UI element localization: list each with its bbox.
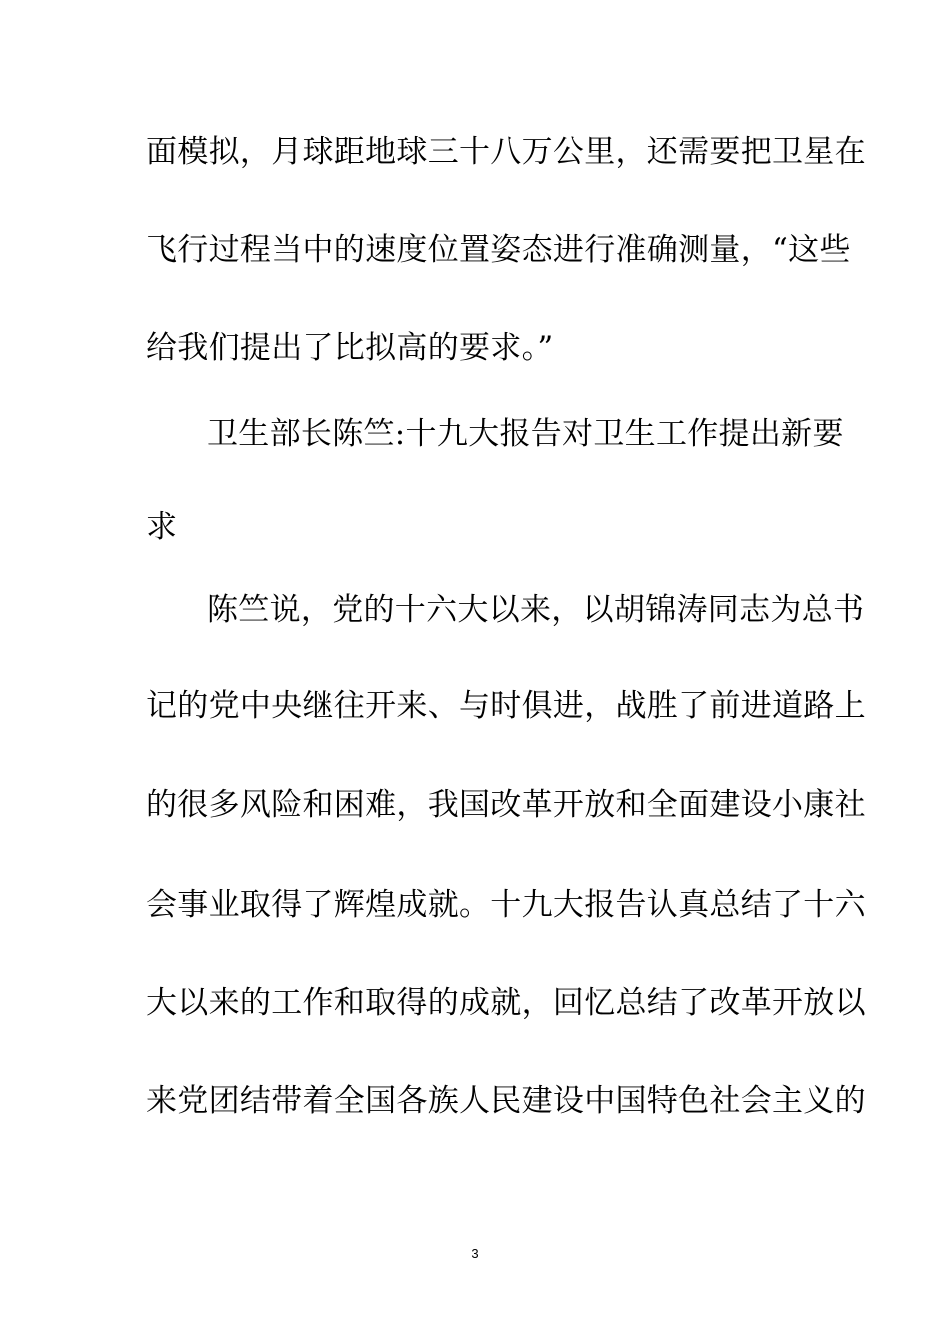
- text-line-8: 的很多风险和困难，我国改革开放和全面建设小康社: [146, 787, 866, 823]
- text-line-9: 会事业取得了辉煌成就。十九大报告认真总结了十六: [146, 887, 866, 923]
- page-number: 3: [471, 1246, 479, 1261]
- text-line-1: 面模拟，月球距地球三十八万公里，还需要把卫星在: [146, 134, 866, 170]
- section-heading-line-2: 求: [146, 509, 178, 545]
- text-line-6: 陈竺说，党的十六大以来，以胡锦涛同志为总书: [207, 592, 865, 628]
- text-line-7: 记的党中央继往开来、与时俱进，战胜了前进道路上: [146, 688, 866, 724]
- text-line-3: 给我们提出了比拟高的要求。”: [146, 330, 554, 366]
- section-heading-line-1: 卫生部长陈竺:十九大报告对卫生工作提出新要: [207, 416, 844, 452]
- text-line-2: 飞行过程当中的速度位置姿态进行准确测量，“这些: [146, 232, 851, 268]
- text-line-11: 来党团结带着全国各族人民建设中国特色社会主义的: [146, 1083, 866, 1119]
- text-line-10: 大以来的工作和取得的成就，回忆总结了改革开放以: [146, 985, 866, 1021]
